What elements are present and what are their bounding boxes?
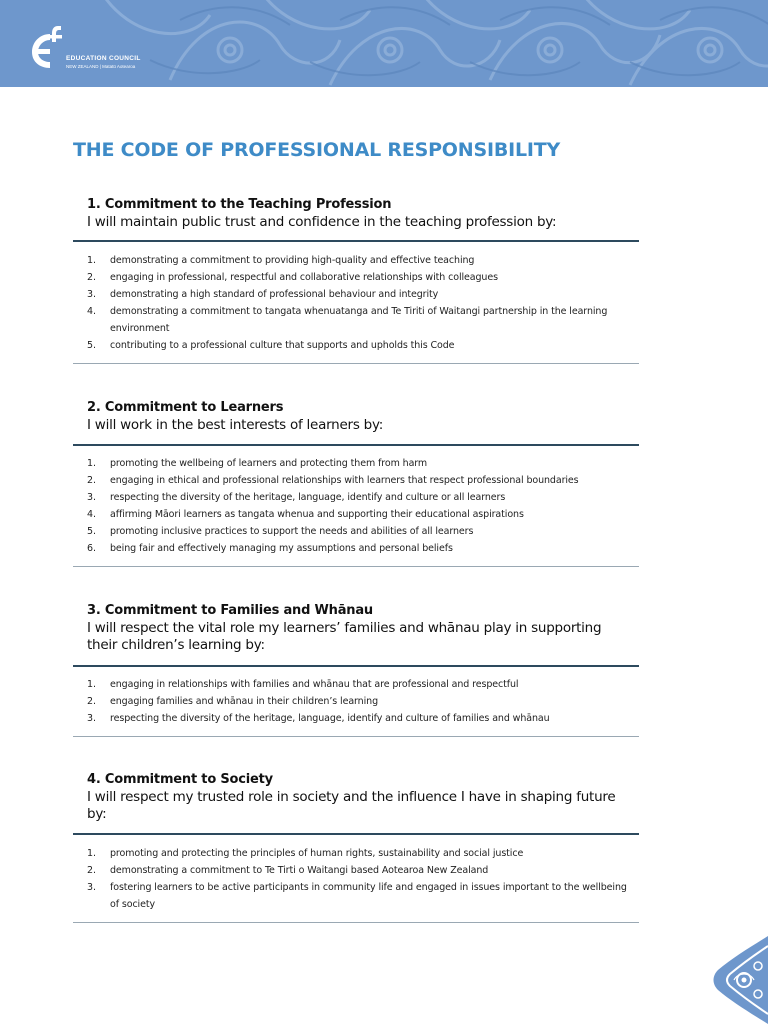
item-number: 2. [87,696,97,707]
item-number: 3. [87,492,97,503]
item-text: engaging families and whānau in their children’s learning [110,696,378,707]
education-council-logo[interactable] [28,22,168,74]
item-text: being fair and effectively managing my assumptions and personal beliefs [110,543,453,554]
section-intro: I will respect the vital role my learners’ families and whānau play in supporting their children’s learning by: [87,620,602,653]
item-text: respecting the diversity of the heritage, language, identify and culture or all learners [110,492,506,503]
item-text: engaging in professional, respectful and collaborative relationships with colleagues [110,272,498,283]
item-text: affirming Māori learners as tangata whenua and supporting their educational aspirations [110,509,524,520]
item-number: 4. [87,306,97,317]
item-number: 1. [87,848,97,859]
section-intro: I will maintain public trust and confidence in the teaching profession by: [87,214,557,230]
section-divider-top [73,833,639,835]
section-divider-bottom [73,736,639,737]
item-text: demonstrating a high standard of professional behaviour and integrity [110,289,439,300]
item-text: contributing to a professional culture that supports and upholds this Code [110,340,455,351]
item-text: promoting the wellbeing of learners and protecting them from harm [110,458,428,469]
section-divider-top [73,240,639,242]
item-text: respecting the diversity of the heritage, language, identify and culture of families and whānau [110,713,550,724]
brand-name: EDUCATION COUNCIL [66,55,141,62]
section-intro: I will respect my trusted role in society and the influence I have in shaping future by: [87,789,616,822]
item-text: demonstrating a commitment to Te Tirti o Waitangi based Aotearoa New Zealand [110,865,489,876]
header-banner [0,0,768,87]
section-intro: I will work in the best interests of learners by: [87,417,384,433]
koru-ornament-icon [712,936,768,1024]
item-number: 1. [87,255,97,266]
section-divider-top [73,444,639,446]
section-divider-bottom [73,363,639,364]
item-text: promoting inclusive practices to support the needs and abilities of all learners [110,526,474,537]
item-text: engaging in ethical and professional relationships with learners that respect professional boundaries [110,475,579,486]
brand-subtitle: NEW ZEALAND | Matatū Aotearoa [66,64,136,69]
section-heading: 3. Commitment to Families and Whānau [87,603,373,618]
item-number: 1. [87,679,97,690]
section-heading: 4. Commitment to Society [87,772,273,787]
document-title: THE CODE OF PROFESSIONAL RESPONSIBILITY [73,139,561,161]
item-number: 3. [87,289,97,300]
item-number: 3. [87,713,97,724]
item-text: engaging in relationships with families and whānau that are professional and respectful [110,679,519,690]
item-number: 6. [87,543,97,554]
item-number: 1. [87,458,97,469]
section-divider-bottom [73,566,639,567]
item-number: 4. [87,509,97,520]
section-divider-top [73,665,639,667]
section-heading: 1. Commitment to the Teaching Profession [87,197,392,212]
section-heading: 2. Commitment to Learners [87,400,284,415]
item-text: fostering learners to be active participants in community life and engaged in issues important to the wellbeing of society [110,882,627,910]
education-council-logo-icon [28,22,68,70]
item-number: 5. [87,340,97,351]
item-number: 2. [87,865,97,876]
item-number: 3. [87,882,97,893]
item-text: demonstrating a commitment to providing high-quality and effective teaching [110,255,475,266]
item-number: 5. [87,526,97,537]
item-text: promoting and protecting the principles of human rights, sustainability and social justice [110,848,524,859]
item-number: 2. [87,475,97,486]
section-divider-bottom [73,922,639,923]
item-text: demonstrating a commitment to tangata whenuatanga and Te Tiriti of Waitangi partnership in the learning environment [110,306,608,334]
item-number: 2. [87,272,97,283]
